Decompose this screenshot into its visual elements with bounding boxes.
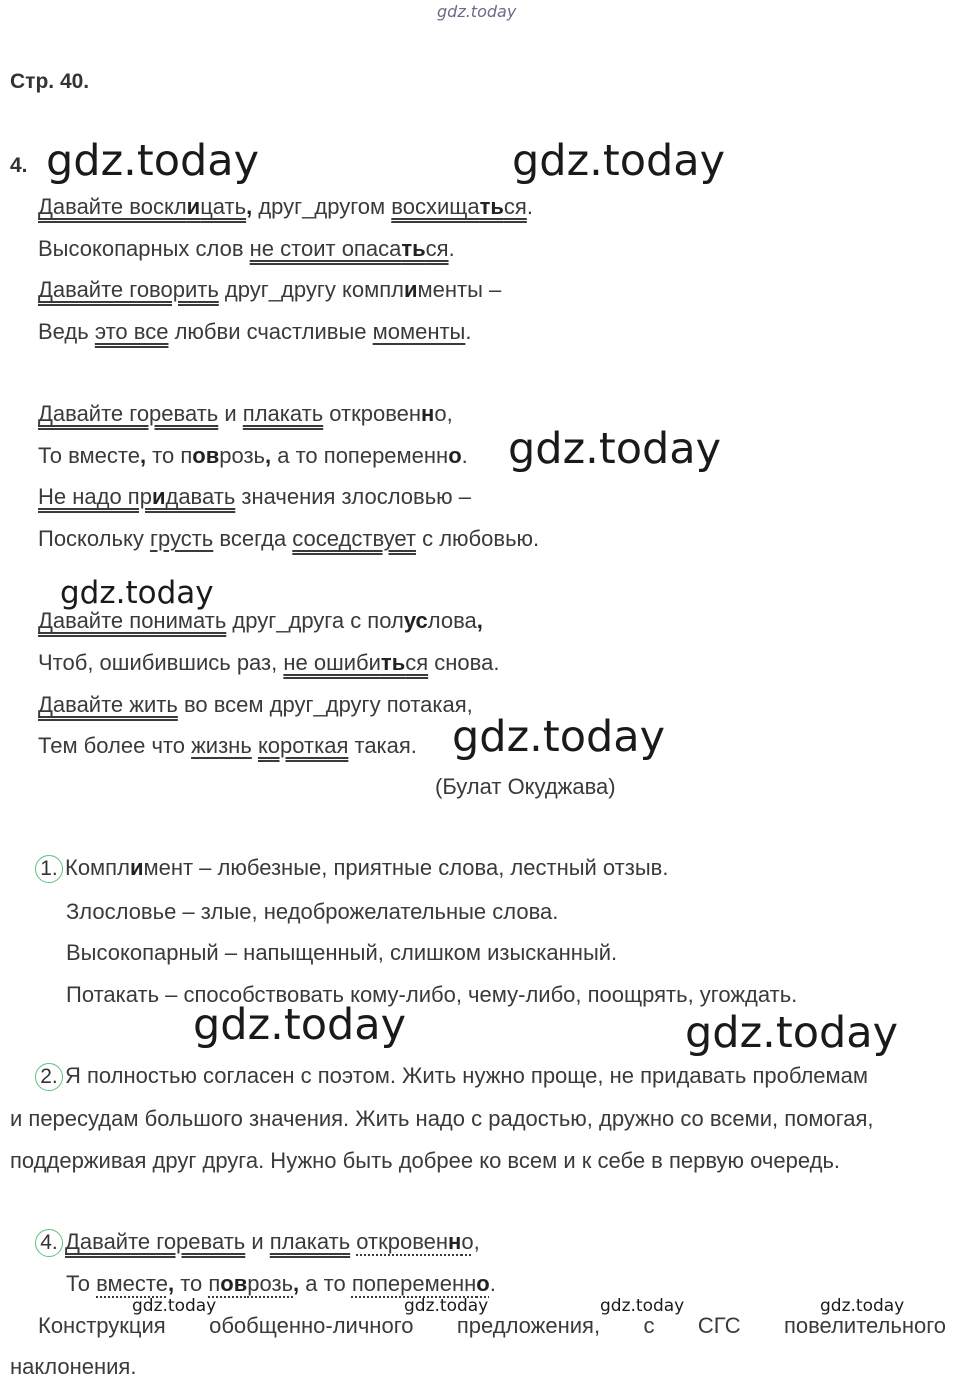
predicate: короткая (257, 733, 349, 758)
poem-line: Поскольку грусть всегда соседствует с любовью. (38, 526, 540, 551)
answer-1-line: Высокопарный – напыщенный, слишком изысканный. (66, 940, 618, 965)
poem-line: Давайте говорить друг_другу комплименты – (38, 277, 502, 302)
watermark: gdz.today (512, 136, 726, 186)
predicate: плакать (269, 1229, 351, 1254)
answer-4-line: То вместе, то поврозь, а то попеременно. (66, 1271, 496, 1296)
predicate: Давайте говорить (38, 277, 219, 302)
word: СГС (697, 1313, 741, 1338)
watermark: gdz.today (452, 712, 666, 762)
answer-1-line: Злословье – злые, недоброжелательные слова. (66, 899, 559, 924)
predicate: восхищаться (391, 194, 527, 219)
poem-author: (Булат Окуджава) (435, 774, 616, 799)
watermark: gdz.today (60, 575, 214, 611)
poem-line: Не надо придавать значения злословью – (38, 484, 472, 509)
answer-4-line: наклонения. (10, 1354, 137, 1379)
poem-line: То вместе, то поврозь, а то попеременно. (38, 443, 468, 468)
predicate: не ошибиться (283, 650, 429, 675)
word: обобщенно-личного (209, 1313, 414, 1338)
subject: моменты (372, 319, 466, 344)
subject: грусть (149, 526, 214, 551)
watermark-top: gdz.today (437, 2, 517, 21)
poem-line: Давайте восклицать, друг_другом восхищаться. (38, 194, 533, 219)
watermark: gdz.today (193, 1000, 407, 1050)
predicate: это все (94, 319, 169, 344)
answer-number-badge: 1. (35, 855, 63, 883)
watermark: gdz.today (685, 1008, 899, 1058)
adverbial: откровенно (356, 1229, 474, 1254)
answer-number-badge: 4. (35, 1229, 63, 1257)
answer-1-line: 1. Комплимент – любезные, приятные слова, лестный отзыв. (35, 855, 668, 883)
word: повелительного (783, 1313, 946, 1338)
predicate: Давайте горевать (65, 1229, 246, 1254)
predicate: Давайте жить (38, 692, 178, 717)
word: Конструкция (38, 1313, 166, 1338)
answer-2-line: поддерживая друг друга. Нужно быть добрее ко всем и к себе в первую очередь. (10, 1148, 841, 1173)
poem-line: Давайте жить во всем друг_другу потакая, (38, 692, 473, 717)
adverbial: поврозь (208, 1271, 294, 1296)
adverbial: вместе (96, 1271, 168, 1296)
predicate: Не надо придавать (38, 484, 236, 509)
watermark: gdz.today (820, 1296, 905, 1316)
task-number: 4. (10, 154, 28, 177)
answer-4-justified-line (38, 1313, 946, 1339)
watermark: gdz.today (404, 1296, 489, 1316)
predicate: не стоит опасаться (249, 236, 449, 261)
answer-2-line: и пересудам большого значения. Жить надо с радостью, дружно со всеми, помогая, (10, 1106, 874, 1131)
answer-1-line: Потакать – способствовать кому-либо, чему-либо, поощрять, угождать. (66, 982, 798, 1007)
poem-line: Давайте горевать и плакать откровенно, (38, 401, 453, 426)
poem-line: Чтоб, ошибившись раз, не ошибиться снова. (38, 650, 500, 675)
answer-number-badge: 2. (35, 1063, 63, 1091)
poem-line: Давайте понимать друг_друга с полуслова, (38, 608, 483, 633)
predicate: Давайте горевать (38, 401, 219, 426)
word: с (643, 1313, 655, 1338)
poem-line: Высокопарных слов не стоит опасаться. (38, 236, 455, 261)
watermark: gdz.today (600, 1296, 685, 1316)
predicate: плакать (242, 401, 324, 426)
answer-2-line: 2. Я полностью согласен с поэтом. Жить нужно проще, не придавать проблемам (35, 1063, 868, 1091)
watermark: gdz.today (508, 424, 722, 474)
adverbial: попеременно (351, 1271, 490, 1296)
answer-4-line: 4. Давайте горевать и плакать откровенно, (35, 1229, 480, 1257)
watermark: gdz.today (46, 136, 260, 186)
page-number: Стр. 40. (10, 70, 90, 93)
watermark: gdz.today (132, 1296, 217, 1316)
subject: жизнь (191, 733, 252, 758)
poem-line: Тем более что жизнь короткая такая. (38, 733, 417, 758)
predicate: соседствует (292, 526, 416, 551)
poem-line: Ведь это все любви счастливые моменты. (38, 319, 472, 344)
word: предложения, (456, 1313, 601, 1338)
predicate: Давайте восклицать (38, 194, 247, 219)
predicate: Давайте понимать (38, 608, 227, 633)
